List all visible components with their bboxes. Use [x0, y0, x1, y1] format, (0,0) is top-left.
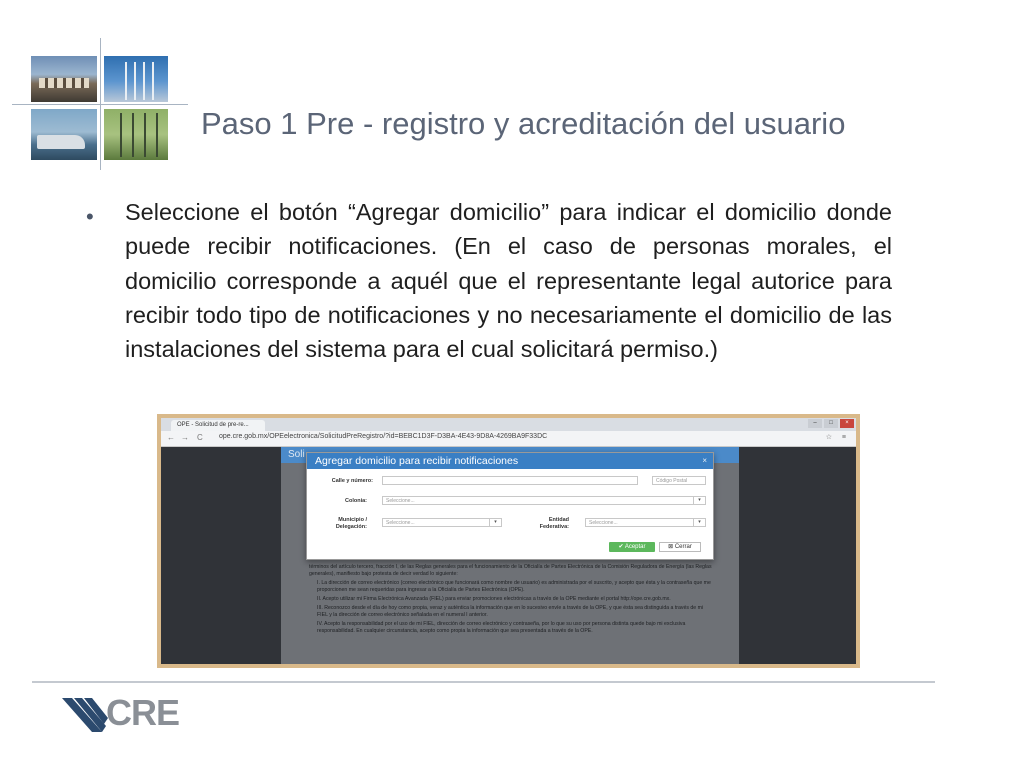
- power-lines-image: [104, 109, 168, 160]
- terms-item: I. La dirección de correo electrónico (correo electrónico que funcionará como nombre de usuario) es administrada por el suscrito, y acepto que ésta y la contraseña que me proporcionen me sean requeridas para ingresar a la Oficialía de Partes Electrónica (OPE).: [317, 580, 711, 594]
- terms-item: III. Reconozco desde el día de hoy como propia, veraz y auténtica la información que en lo sucesivo envíe a través de la OPE, y que ésta sea distinguida a través de mi FIEL y la dirección de correo electrónico señalada en el numeral I anterior.: [317, 604, 704, 619]
- chevron-down-icon: ▾: [693, 519, 705, 526]
- wind-turbines-image: [104, 56, 168, 102]
- add-address-modal: [306, 452, 714, 560]
- postal-code-input[interactable]: Código Postal: [652, 476, 706, 485]
- address-bar-row: [161, 431, 856, 447]
- embedded-screenshot: [157, 414, 860, 668]
- power-plant-image: [31, 56, 97, 102]
- tanker-ship-image: [31, 109, 97, 160]
- entidad-value: Seleccione...: [589, 520, 618, 526]
- maximize-button[interactable]: □: [824, 419, 838, 428]
- chevron-down-icon: ▾: [489, 519, 501, 526]
- accept-button[interactable]: ✔ Aceptar: [609, 542, 655, 552]
- url-field[interactable]: ope.cre.gob.mx/OPEelectronica/SolicitudPreRegistro/?id=BEBC1D3F-D3BA-4E43-9D8A-4269BA9F33DC: [219, 433, 548, 440]
- entidad-select[interactable]: [585, 518, 706, 527]
- page-header-partial: Soli: [288, 449, 305, 460]
- browser-tab[interactable]: [171, 420, 265, 431]
- terms-text: [309, 564, 713, 637]
- terms-intro: términos del artículo tercero, fracción I, de las Reglas generales para el funcionamiento de la Oficialía de Partes Electrónica de la Comisión Reguladora de Energía (las Reglas generales), manifiesto bajo protesta de decir verdad lo siguiente:: [309, 564, 712, 578]
- footer-divider: [32, 681, 935, 683]
- window-controls: [808, 419, 854, 428]
- colonia-select[interactable]: [382, 496, 706, 505]
- forward-icon[interactable]: →: [181, 433, 189, 442]
- minimize-button[interactable]: –: [808, 419, 822, 428]
- modal-close-icon[interactable]: ×: [702, 456, 707, 465]
- bullet-marker: •: [86, 204, 94, 229]
- street-input[interactable]: [382, 476, 638, 485]
- tab-title: OPE - Solicitud de pre-re...: [177, 422, 249, 428]
- slide-title: Paso 1 Pre - registro y acreditación del usuario: [201, 106, 846, 141]
- browser-tab-strip: [161, 418, 856, 431]
- modal-title: Agregar domicilio para recibir notificaciones: [315, 455, 519, 467]
- reload-icon[interactable]: C: [197, 433, 203, 442]
- municipio-label: Municipio / Delegación:: [335, 517, 367, 530]
- header-divider-vertical: [100, 38, 101, 170]
- close-button[interactable]: ⊠ Cerrar: [659, 542, 701, 552]
- street-label: Calle y número:: [331, 478, 373, 484]
- terms-item: II. Acepto utilizar mi Firma Electrónica Avanzada (FIEL) para enviar promociones electrónicas a través de la OPE mediante el portal http://ope.cre.gob.mx.: [317, 596, 671, 603]
- cre-logo-text: CRE: [106, 692, 180, 733]
- bullet-text: Seleccione el botón “Agregar domicilio” para indicar el domicilio donde puede recibir notificaciones. (En el caso de personas morales, el domicilio corresponde a aquél que el representante legal autorice para recibir todo tipo de notificaciones y no necesariamente el domicilio de las instalaciones del sistema para el cual solicitará permiso.): [125, 199, 892, 363]
- chevron-down-icon: ▾: [693, 497, 705, 504]
- municipio-select[interactable]: [382, 518, 502, 527]
- colonia-value: Seleccione...: [386, 498, 415, 504]
- entidad-label: Entidad Federativa:: [539, 517, 569, 530]
- colonia-label: Colonia:: [345, 498, 367, 504]
- window-close-button[interactable]: ×: [840, 419, 854, 428]
- modal-header: [307, 453, 713, 469]
- back-icon[interactable]: ←: [167, 433, 175, 442]
- municipio-value: Seleccione...: [386, 520, 415, 526]
- browser-menu-icons[interactable]: ☆ ≡: [825, 434, 850, 441]
- terms-item: IV. Acepto la responsabilidad por el uso de mi FIEL, dirección de correo electrónico y contraseña, por lo que su uso por persona distinta quede bajo mi exclusiva responsabilidad. En cualquier circunstancia, acepto como propia la información que sea presentada a través de la OPE.: [317, 621, 686, 635]
